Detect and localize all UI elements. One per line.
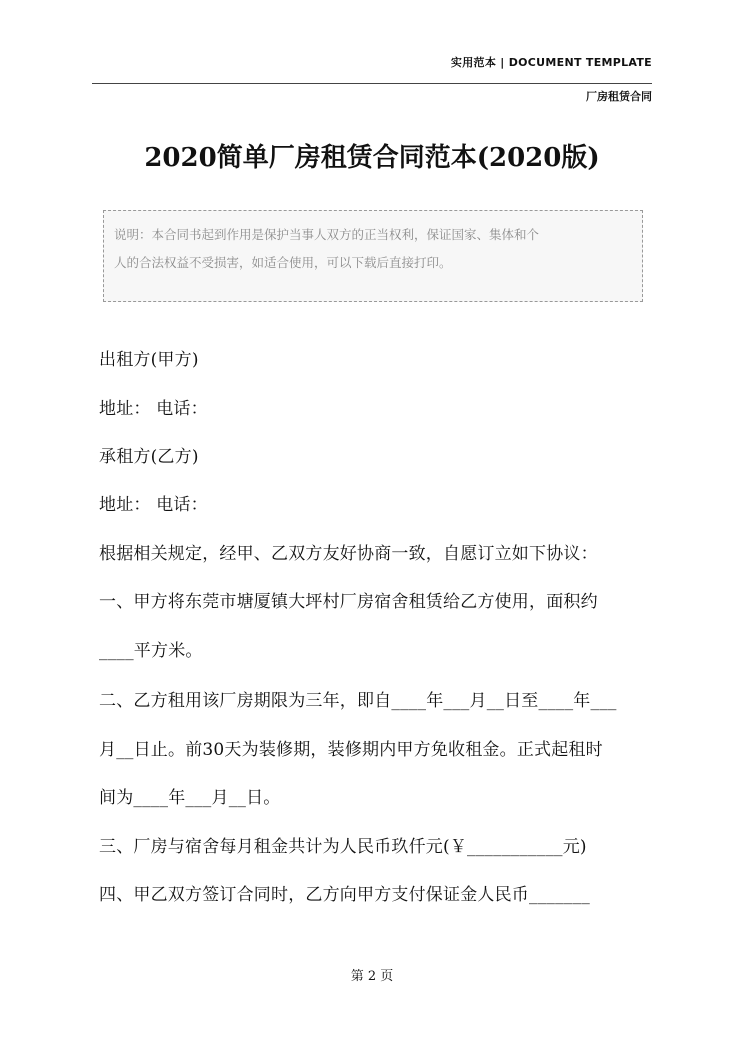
header-label: 实用范本 | DOCUMENT TEMPLATE (450, 56, 652, 69)
body-line-clause-2-cont: 月__日止。前30天为装修期，装修期内甲方免收租金。正式起租时 (99, 740, 603, 760)
body-line-clause-2-cont-2: 间为____年___月__日。 (99, 788, 281, 808)
body-line-preamble: 根据相关规定，经甲、乙双方友好协商一致，自愿订立如下协议： (99, 544, 598, 564)
body-line-clause-1-cont: ____平方米。 (99, 641, 203, 661)
body-line-lessor: 出租方(甲方) (99, 350, 199, 370)
body-line-clause-2: 二、乙方租用该厂房期限为三年，即自____年___月__日至____年___ (99, 691, 617, 711)
document-title: 2020简单厂房租赁合同范本(2020版) (144, 143, 600, 173)
body-line-lessee: 承租方(乙方) (99, 447, 199, 467)
header-subtitle: 厂房租赁合同 (586, 90, 652, 103)
note-line-2: 人的合法权益不受损害，如适合使用，可以下载后直接打印。 (114, 255, 452, 270)
body-line-lessee-address: 地址： 电话： (99, 495, 208, 515)
body-line-clause-1: 一、甲方将东莞市塘厦镇大坪村厂房宿舍租赁给乙方使用，面积约 (99, 592, 598, 612)
page-number: 第 2 页 (350, 969, 394, 984)
body-line-clause-4: 四、甲乙双方签订合同时，乙方向甲方支付保证金人民币_______ (99, 885, 590, 905)
header-divider (92, 83, 652, 84)
body-line-clause-3: 三、厂房与宿舍每月租金共计为人民币玖仟元(￥___________元) (99, 837, 587, 857)
note-box (103, 210, 643, 302)
note-line-1: 说明：本合同书起到作用是保护当事人双方的正当权利，保证国家、集体和个 (114, 227, 540, 242)
body-line-lessor-address: 地址： 电话： (99, 399, 208, 419)
